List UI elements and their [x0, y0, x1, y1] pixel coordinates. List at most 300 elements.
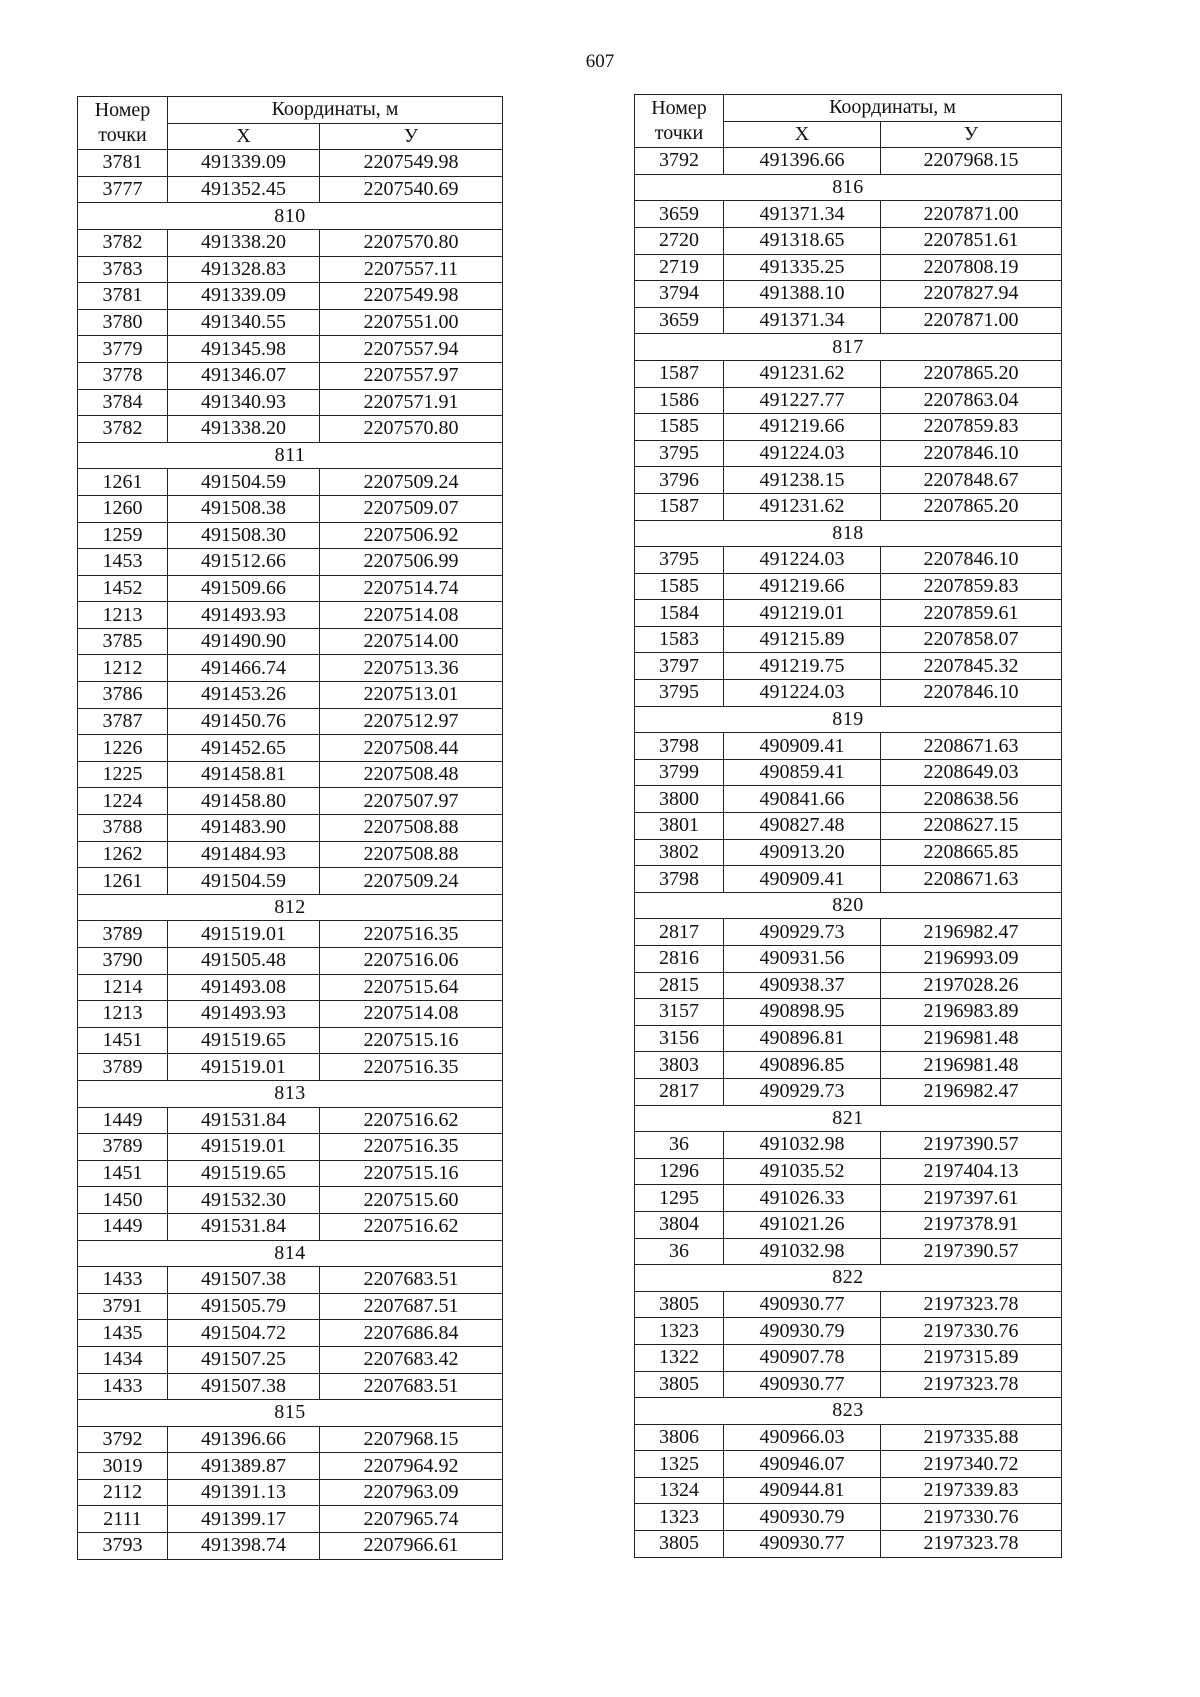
point-number-cell: 3790 — [78, 948, 168, 975]
y-coordinate-cell: 2196982.47 — [881, 1078, 1062, 1105]
x-coordinate-cell: 490944.81 — [724, 1477, 881, 1504]
x-coordinate-cell: 491224.03 — [724, 680, 881, 707]
y-coordinate-cell: 2207851.61 — [881, 227, 1062, 254]
point-number-cell: 3659 — [635, 201, 724, 228]
x-coordinate-cell: 491335.25 — [724, 254, 881, 281]
x-coordinate-cell: 491338.20 — [168, 229, 320, 256]
point-number-cell: 3782 — [78, 416, 168, 443]
point-number-cell: 1260 — [78, 495, 168, 522]
x-coordinate-cell: 491519.01 — [168, 921, 320, 948]
group-label: 816 — [635, 174, 1062, 201]
x-coordinate-cell: 490966.03 — [724, 1424, 881, 1451]
point-number-cell: 3800 — [635, 786, 724, 813]
table-row — [78, 1373, 503, 1400]
y-coordinate-cell: 2207683.51 — [320, 1373, 503, 1400]
y-coordinate-cell: 2207871.00 — [881, 201, 1062, 228]
x-coordinate-cell: 491224.03 — [724, 547, 881, 574]
group-row — [635, 1265, 1062, 1292]
point-number-cell: 3156 — [635, 1025, 724, 1052]
group-label: 811 — [78, 442, 503, 469]
y-coordinate-cell: 2207514.00 — [320, 628, 503, 655]
point-number-cell: 3778 — [78, 362, 168, 389]
y-coordinate-cell: 2207557.97 — [320, 362, 503, 389]
table-row — [635, 1211, 1062, 1238]
x-coordinate-cell: 491021.26 — [724, 1211, 881, 1238]
x-coordinate-cell: 491508.38 — [168, 495, 320, 522]
table-row — [635, 307, 1062, 334]
point-number-cell: 1434 — [78, 1346, 168, 1373]
table-row — [78, 708, 503, 735]
point-number-cell: 3805 — [635, 1291, 724, 1318]
point-number-cell: 1324 — [635, 1477, 724, 1504]
table-row — [635, 1158, 1062, 1185]
y-coordinate-cell: 2196981.48 — [881, 1025, 1062, 1052]
x-coordinate-cell: 491504.59 — [168, 469, 320, 496]
x-coordinate-cell: 490930.79 — [724, 1318, 881, 1345]
group-label: 814 — [78, 1240, 503, 1267]
x-coordinate-cell: 490898.95 — [724, 999, 881, 1026]
x-coordinate-cell: 491509.66 — [168, 575, 320, 602]
table-row — [635, 813, 1062, 840]
y-coordinate-cell: 2207557.11 — [320, 256, 503, 283]
point-number-cell: 1452 — [78, 575, 168, 602]
point-number-cell: 3782 — [78, 229, 168, 256]
x-coordinate-cell: 490938.37 — [724, 972, 881, 999]
y-coordinate-cell: 2207968.15 — [881, 148, 1062, 175]
point-number-cell: 36 — [635, 1132, 724, 1159]
point-number-cell: 3804 — [635, 1211, 724, 1238]
y-coordinate-cell: 2207848.67 — [881, 467, 1062, 494]
x-coordinate-cell: 491391.13 — [168, 1479, 320, 1506]
group-label: 817 — [635, 334, 1062, 361]
x-coordinate-cell: 491371.34 — [724, 201, 881, 228]
x-coordinate-cell: 491532.30 — [168, 1187, 320, 1214]
table-row — [78, 1001, 503, 1028]
point-number-cell: 3786 — [78, 682, 168, 709]
point-number-cell: 3783 — [78, 256, 168, 283]
point-number-cell: 3781 — [78, 283, 168, 310]
x-coordinate-cell: 491519.01 — [168, 1134, 320, 1161]
point-number-header — [635, 95, 724, 148]
table-row — [78, 655, 503, 682]
point-number-header-line2: точки — [654, 122, 704, 145]
point-number-cell: 1261 — [78, 868, 168, 895]
table-row — [78, 1533, 503, 1560]
x-column-header: X — [724, 121, 881, 148]
table-row — [635, 573, 1062, 600]
table-row — [635, 919, 1062, 946]
point-number-cell: 1295 — [635, 1185, 724, 1212]
table-row — [78, 1426, 503, 1453]
y-coordinate-cell: 2197330.76 — [881, 1318, 1062, 1345]
point-number-header-line1: Номер — [94, 99, 151, 122]
y-coordinate-cell: 2207516.35 — [320, 1134, 503, 1161]
y-coordinate-cell: 2207506.92 — [320, 522, 503, 549]
y-coordinate-cell: 2207516.35 — [320, 1054, 503, 1081]
y-coordinate-cell: 2208671.63 — [881, 733, 1062, 760]
group-row — [635, 706, 1062, 733]
point-number-cell: 3805 — [635, 1371, 724, 1398]
group-label: 812 — [78, 894, 503, 921]
y-coordinate-cell: 2207508.44 — [320, 735, 503, 762]
x-coordinate-cell: 491352.45 — [168, 176, 320, 203]
x-coordinate-cell: 491318.65 — [724, 227, 881, 254]
y-coordinate-cell: 2197323.78 — [881, 1291, 1062, 1318]
y-coordinate-cell: 2207509.24 — [320, 868, 503, 895]
x-coordinate-cell: 491531.84 — [168, 1213, 320, 1240]
table-row — [635, 1424, 1062, 1451]
point-number-cell: 3805 — [635, 1531, 724, 1558]
y-coordinate-cell: 2207963.09 — [320, 1479, 503, 1506]
x-coordinate-cell: 491219.66 — [724, 573, 881, 600]
y-coordinate-cell: 2207514.74 — [320, 575, 503, 602]
table-row — [635, 1025, 1062, 1052]
y-coordinate-cell: 2207508.88 — [320, 841, 503, 868]
table-row — [635, 653, 1062, 680]
x-coordinate-cell: 491328.83 — [168, 256, 320, 283]
y-coordinate-cell: 2197404.13 — [881, 1158, 1062, 1185]
table-row — [78, 469, 503, 496]
point-number-cell: 1259 — [78, 522, 168, 549]
y-coordinate-cell: 2208665.85 — [881, 839, 1062, 866]
y-coordinate-cell: 2207516.06 — [320, 948, 503, 975]
y-coordinate-cell: 2197335.88 — [881, 1424, 1062, 1451]
point-number-cell: 3789 — [78, 1134, 168, 1161]
point-number-cell: 1261 — [78, 469, 168, 496]
group-label: 815 — [78, 1400, 503, 1427]
point-number-cell: 1323 — [635, 1504, 724, 1531]
point-number-cell: 3777 — [78, 176, 168, 203]
table-row — [635, 786, 1062, 813]
table-row — [635, 733, 1062, 760]
table-row — [78, 389, 503, 416]
table-row — [78, 948, 503, 975]
y-coordinate-cell: 2196982.47 — [881, 919, 1062, 946]
y-coordinate-cell: 2207683.42 — [320, 1346, 503, 1373]
y-coordinate-cell: 2208638.56 — [881, 786, 1062, 813]
group-row — [78, 203, 503, 230]
coordinates-header: Координаты, м — [168, 97, 503, 124]
group-label: 823 — [635, 1398, 1062, 1425]
point-number-cell: 3795 — [635, 680, 724, 707]
group-row — [78, 1080, 503, 1107]
x-coordinate-cell: 491505.48 — [168, 948, 320, 975]
x-coordinate-cell: 491231.62 — [724, 360, 881, 387]
point-number-cell: 1433 — [78, 1267, 168, 1294]
group-label: 822 — [635, 1265, 1062, 1292]
table-row — [635, 201, 1062, 228]
group-label: 818 — [635, 520, 1062, 547]
table-row — [78, 1134, 503, 1161]
x-coordinate-cell: 491507.38 — [168, 1267, 320, 1294]
table-row — [78, 283, 503, 310]
y-coordinate-cell: 2207513.36 — [320, 655, 503, 682]
y-coordinate-cell: 2207549.98 — [320, 283, 503, 310]
table-row — [635, 281, 1062, 308]
x-coordinate-cell: 490909.41 — [724, 866, 881, 893]
point-number-cell: 1226 — [78, 735, 168, 762]
table-row — [78, 868, 503, 895]
table-row — [635, 1318, 1062, 1345]
point-number-cell: 3157 — [635, 999, 724, 1026]
table-row — [635, 1185, 1062, 1212]
y-coordinate-cell: 2207808.19 — [881, 254, 1062, 281]
table-row — [635, 467, 1062, 494]
x-coordinate-cell: 491508.30 — [168, 522, 320, 549]
point-number-cell: 3781 — [78, 150, 168, 177]
y-coordinate-cell: 2207551.00 — [320, 309, 503, 336]
y-coordinate-cell: 2207845.32 — [881, 653, 1062, 680]
point-number-cell: 1213 — [78, 1001, 168, 1028]
y-coordinate-cell: 2207846.10 — [881, 680, 1062, 707]
x-coordinate-cell: 490930.77 — [724, 1371, 881, 1398]
table-row — [78, 1160, 503, 1187]
table-row — [78, 1293, 503, 1320]
table-row — [78, 1346, 503, 1373]
point-number-cell: 3797 — [635, 653, 724, 680]
point-number-cell: 3787 — [78, 708, 168, 735]
y-coordinate-cell: 2207515.16 — [320, 1160, 503, 1187]
table-row — [78, 921, 503, 948]
point-number-cell: 3779 — [78, 336, 168, 363]
y-column-header: У — [881, 121, 1062, 148]
point-number-cell: 1584 — [635, 600, 724, 627]
table-row — [78, 575, 503, 602]
table-row — [78, 788, 503, 815]
point-number-cell: 2817 — [635, 919, 724, 946]
y-coordinate-cell: 2207964.92 — [320, 1453, 503, 1480]
x-coordinate-cell: 490896.81 — [724, 1025, 881, 1052]
point-number-cell: 1213 — [78, 602, 168, 629]
table-row — [78, 735, 503, 762]
x-coordinate-cell: 491396.66 — [168, 1426, 320, 1453]
point-number-cell: 1585 — [635, 414, 724, 441]
point-number-cell: 1224 — [78, 788, 168, 815]
point-number-cell: 3785 — [78, 628, 168, 655]
table-row — [78, 682, 503, 709]
x-coordinate-cell: 491388.10 — [724, 281, 881, 308]
point-number-cell: 3788 — [78, 815, 168, 842]
point-number-cell: 1585 — [635, 573, 724, 600]
table-row — [635, 1451, 1062, 1478]
x-coordinate-cell: 491398.74 — [168, 1533, 320, 1560]
x-coordinate-cell: 491450.76 — [168, 708, 320, 735]
table-row — [635, 600, 1062, 627]
x-coordinate-cell: 490907.78 — [724, 1344, 881, 1371]
x-coordinate-cell: 491346.07 — [168, 362, 320, 389]
group-row — [78, 894, 503, 921]
y-coordinate-cell: 2197315.89 — [881, 1344, 1062, 1371]
point-number-cell: 3795 — [635, 440, 724, 467]
table-row — [635, 1531, 1062, 1558]
table-row — [635, 972, 1062, 999]
point-number-header — [78, 97, 168, 150]
y-coordinate-cell: 2207514.08 — [320, 602, 503, 629]
table-row — [635, 493, 1062, 520]
x-coordinate-cell: 490896.85 — [724, 1052, 881, 1079]
table-row — [635, 866, 1062, 893]
point-number-cell: 2111 — [78, 1506, 168, 1533]
y-coordinate-cell: 2207858.07 — [881, 626, 1062, 653]
point-number-cell: 1433 — [78, 1373, 168, 1400]
point-number-cell: 1322 — [635, 1344, 724, 1371]
x-coordinate-cell: 490913.20 — [724, 839, 881, 866]
point-number-cell: 1212 — [78, 655, 168, 682]
x-coordinate-cell: 491519.65 — [168, 1160, 320, 1187]
table-row — [78, 1213, 503, 1240]
point-number-cell: 3789 — [78, 1054, 168, 1081]
x-coordinate-cell: 490930.77 — [724, 1531, 881, 1558]
y-coordinate-cell: 2207549.98 — [320, 150, 503, 177]
table-row — [78, 229, 503, 256]
x-coordinate-cell: 491231.62 — [724, 493, 881, 520]
table-row — [78, 416, 503, 443]
table-row — [635, 626, 1062, 653]
y-coordinate-cell: 2207570.80 — [320, 416, 503, 443]
x-coordinate-cell: 491219.75 — [724, 653, 881, 680]
table-body-right — [635, 148, 1062, 1557]
point-number-cell: 3019 — [78, 1453, 168, 1480]
y-coordinate-cell: 2207871.00 — [881, 307, 1062, 334]
table-row — [78, 1479, 503, 1506]
x-coordinate-cell: 491466.74 — [168, 655, 320, 682]
point-number-cell: 1323 — [635, 1318, 724, 1345]
point-number-cell: 1449 — [78, 1213, 168, 1240]
point-number-cell: 3796 — [635, 467, 724, 494]
x-coordinate-cell: 491512.66 — [168, 549, 320, 576]
point-number-cell: 1451 — [78, 1027, 168, 1054]
table-row — [635, 227, 1062, 254]
x-coordinate-cell: 491345.98 — [168, 336, 320, 363]
y-coordinate-cell: 2207515.16 — [320, 1027, 503, 1054]
x-coordinate-cell: 491399.17 — [168, 1506, 320, 1533]
point-number-cell: 3792 — [78, 1426, 168, 1453]
y-coordinate-cell: 2207506.99 — [320, 549, 503, 576]
table-row — [635, 1371, 1062, 1398]
table-row — [78, 1027, 503, 1054]
point-number-cell: 1225 — [78, 761, 168, 788]
y-coordinate-cell: 2196983.89 — [881, 999, 1062, 1026]
table-row — [78, 1320, 503, 1347]
group-row — [78, 1240, 503, 1267]
group-row — [635, 892, 1062, 919]
y-coordinate-cell: 2207557.94 — [320, 336, 503, 363]
y-coordinate-cell: 2207683.51 — [320, 1267, 503, 1294]
y-coordinate-cell: 2197390.57 — [881, 1132, 1062, 1159]
point-number-cell: 3798 — [635, 733, 724, 760]
x-coordinate-cell: 491219.66 — [724, 414, 881, 441]
y-coordinate-cell: 2207859.61 — [881, 600, 1062, 627]
table-row — [78, 974, 503, 1001]
y-coordinate-cell: 2207516.62 — [320, 1213, 503, 1240]
x-coordinate-cell: 490931.56 — [724, 946, 881, 973]
point-number-cell: 3794 — [635, 281, 724, 308]
x-coordinate-cell: 491339.09 — [168, 150, 320, 177]
y-coordinate-cell: 2207571.91 — [320, 389, 503, 416]
y-coordinate-cell: 2197340.72 — [881, 1451, 1062, 1478]
x-coordinate-cell: 491519.01 — [168, 1054, 320, 1081]
point-number-cell: 3801 — [635, 813, 724, 840]
group-label: 820 — [635, 892, 1062, 919]
table-row — [78, 1054, 503, 1081]
y-coordinate-cell: 2207966.61 — [320, 1533, 503, 1560]
point-number-cell: 1583 — [635, 626, 724, 653]
y-coordinate-cell: 2197378.91 — [881, 1211, 1062, 1238]
y-coordinate-cell: 2207515.60 — [320, 1187, 503, 1214]
x-coordinate-cell: 490930.79 — [724, 1504, 881, 1531]
table-row — [635, 360, 1062, 387]
x-coordinate-cell: 491493.08 — [168, 974, 320, 1001]
point-number-cell: 1451 — [78, 1160, 168, 1187]
point-number-cell: 1450 — [78, 1187, 168, 1214]
y-coordinate-cell: 2207965.74 — [320, 1506, 503, 1533]
table-row — [78, 1453, 503, 1480]
y-coordinate-cell: 2207686.84 — [320, 1320, 503, 1347]
table-row — [635, 680, 1062, 707]
point-number-cell: 1262 — [78, 841, 168, 868]
table-row — [78, 628, 503, 655]
point-number-cell: 1453 — [78, 549, 168, 576]
table-row — [635, 1132, 1062, 1159]
y-coordinate-cell: 2207687.51 — [320, 1293, 503, 1320]
point-number-cell: 1587 — [635, 493, 724, 520]
y-coordinate-cell: 2207516.62 — [320, 1107, 503, 1134]
table-row — [635, 839, 1062, 866]
table-row — [78, 495, 503, 522]
y-column-header: У — [320, 123, 503, 150]
group-row — [635, 1398, 1062, 1425]
group-row — [78, 442, 503, 469]
x-coordinate-cell: 490841.66 — [724, 786, 881, 813]
point-number-cell: 2815 — [635, 972, 724, 999]
y-coordinate-cell: 2207513.01 — [320, 682, 503, 709]
point-number-cell: 1587 — [635, 360, 724, 387]
point-number-cell: 3792 — [635, 148, 724, 175]
x-coordinate-cell: 491396.66 — [724, 148, 881, 175]
table-row — [78, 362, 503, 389]
point-number-cell: 2719 — [635, 254, 724, 281]
table-row — [635, 1504, 1062, 1531]
table-row — [635, 547, 1062, 574]
point-number-cell: 2817 — [635, 1078, 724, 1105]
x-coordinate-cell: 491452.65 — [168, 735, 320, 762]
table-row — [78, 176, 503, 203]
x-coordinate-cell: 491505.79 — [168, 1293, 320, 1320]
point-number-cell: 1586 — [635, 387, 724, 414]
group-row — [635, 174, 1062, 201]
group-row — [635, 1105, 1062, 1132]
x-coordinate-cell: 491219.01 — [724, 600, 881, 627]
table-row — [635, 1291, 1062, 1318]
x-coordinate-cell: 491493.93 — [168, 1001, 320, 1028]
point-number-cell: 3780 — [78, 309, 168, 336]
y-coordinate-cell: 2207515.64 — [320, 974, 503, 1001]
x-coordinate-cell: 490946.07 — [724, 1451, 881, 1478]
y-coordinate-cell: 2208671.63 — [881, 866, 1062, 893]
table-row — [635, 1238, 1062, 1265]
x-coordinate-cell: 491338.20 — [168, 416, 320, 443]
point-number-cell: 1449 — [78, 1107, 168, 1134]
y-coordinate-cell: 2207865.20 — [881, 493, 1062, 520]
point-number-cell: 3659 — [635, 307, 724, 334]
y-coordinate-cell: 2207865.20 — [881, 360, 1062, 387]
table-row — [635, 759, 1062, 786]
page-number: 607 — [585, 51, 615, 72]
x-coordinate-cell: 491507.25 — [168, 1346, 320, 1373]
y-coordinate-cell: 2207846.10 — [881, 547, 1062, 574]
x-coordinate-cell: 491227.77 — [724, 387, 881, 414]
table-row — [635, 414, 1062, 441]
